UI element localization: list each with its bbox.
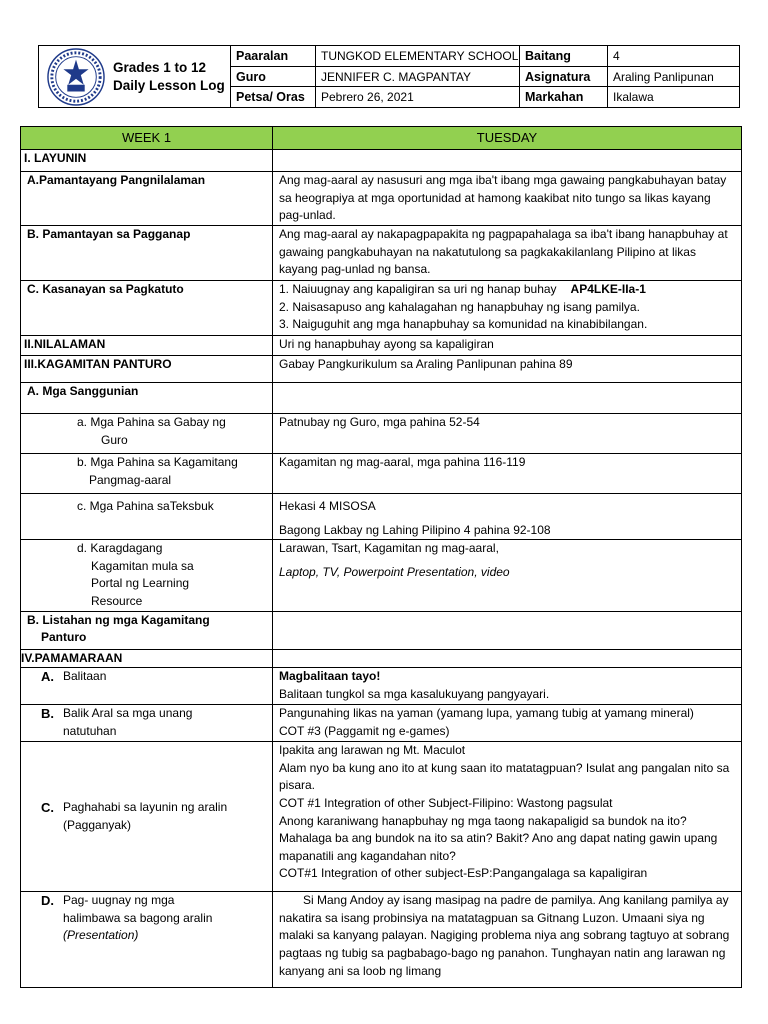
step-d-content: [273, 892, 742, 988]
label-markahan: Markahan: [520, 87, 608, 107]
table-row: [21, 705, 742, 742]
kasanayan-item-1: 1. Naiuugnay ang kapaligiran sa uri ng hanap buhay: [279, 282, 557, 296]
step-b-label: [63, 705, 272, 740]
table-row: [21, 742, 742, 892]
kasanayan-item-2: 2. Naisasapuso ang kahalagahan ng hanapbuhay ng isang pamilya.: [279, 299, 640, 314]
step-c-label-line2: (Pagganyak): [63, 817, 132, 832]
step-a-letter: A.: [41, 669, 54, 685]
label-gabay-guro: [21, 414, 273, 454]
text-pamantayan-pagganap: Ang mag-aaral ay nakapagpapakita ng pagpapahalaga sa iba't ibang hanapbuhay at gawaing pangkabuhayan na nakatutulong sa pagkakakilanlang Pilipino at likas kayang pag-unlad ng bansa.: [273, 226, 742, 281]
table-row: [21, 336, 742, 356]
table-header-row: [21, 127, 742, 150]
label-petsa: Petsa/ Oras: [231, 87, 316, 107]
table-row: [21, 649, 742, 668]
label-baitang: Baitang: [520, 46, 608, 67]
text-kagamitang-pangmag-aaral: Kagamitan ng mag-aaral, mga pahina 116-119: [273, 454, 742, 494]
table-row: [21, 611, 742, 649]
value-asignatura: Araling Panlipunan: [608, 67, 739, 87]
table-row: [21, 281, 742, 336]
week-header: WEEK 1: [21, 127, 273, 150]
step-b-label-line1: Balik Aral sa mga unang: [63, 706, 193, 721]
label-kasanayan: C. Kasanayan sa Pagkatuto: [21, 281, 273, 336]
label-kagamitang-line2: Pangmag-aaral: [89, 472, 172, 487]
step-d-label-line1: Pag- uugnay ng mga: [63, 893, 175, 908]
text-karagdagang-kagamitan: [273, 540, 742, 611]
section-pamamaraan: IV.PAMAMARAAN: [21, 649, 273, 668]
step-d-label-line2: halimbawa sa bagong aralin: [63, 910, 213, 925]
step-d-cell: [21, 892, 273, 988]
value-markahan: Ikalawa: [613, 90, 654, 104]
header-title-line1: Grades 1 to 12: [113, 59, 207, 75]
table-row: [21, 383, 742, 414]
section-nilalaman: II.NILALAMAN: [21, 336, 273, 356]
table-row: [21, 892, 742, 988]
label-teksbuk: c. Mga Pahina saTeksbuk: [21, 494, 273, 540]
label-gabay-guro-line1: a. Mga Pahina sa Gabay ng: [77, 415, 226, 429]
table-row: [21, 414, 742, 454]
step-a-cell: [21, 668, 273, 705]
step-b-letter: B.: [41, 706, 54, 722]
table-row: [21, 172, 742, 226]
step-c-line1: Ipakita ang larawan ng Mt. Maculot: [279, 743, 466, 758]
karagdagang-line2: Kagamitan mula sa: [91, 558, 194, 573]
listahan-line2: Panturo: [41, 630, 87, 645]
header-info-grid: [231, 46, 739, 107]
text-nilalaman: Uri ng hanapbuhay ayong sa kapaligiran: [273, 336, 742, 356]
section-sanggunian: A. Mga Sanggunian: [21, 383, 273, 414]
text-pamantayang-pangnilalaman: Ang mag-aaral ay nasusuri ang mga iba't ibang mga gawaing pangkabuhayan batay sa heograpiya at mga oportunidad at hamong kaakibat nito tungo sa likas kayang pag-unlad.: [273, 172, 742, 226]
teksbuk-line1: Hekasi 4 MISOSA: [279, 499, 376, 513]
label-asignatura: Asignatura: [520, 67, 608, 87]
text-gabay-guro: Patnubay ng Guro, mga pahina 52-54: [273, 414, 742, 454]
section-layunin: I. LAYUNIN: [21, 150, 273, 172]
step-c-line4: Anong karaniwang hanapbuhay ng mga taong nakapaligid sa bundok na ito? Mahalaga ba ang bundok na ito sa atin? Bakit? Ano ang dapat nating gawin upang mapanatili ang kagandahan nito?: [279, 813, 718, 863]
step-a-content: [273, 668, 742, 705]
day-header: TUESDAY: [273, 127, 742, 150]
kasanayan-item-3: 3. Naiguguhit ang mga hanapbuhay sa komunidad na kinabibilangan.: [279, 317, 648, 332]
header-title: [113, 59, 225, 95]
karagdagang-text2: Laptop, TV, Powerpoint Presentation, video: [279, 564, 510, 579]
competency-code: AP4LKE-IIa-1: [570, 282, 646, 296]
step-a-text: Balitaan tungkol sa mga kasalukuyang pangyayari.: [279, 686, 550, 701]
lesson-plan-table: [20, 126, 742, 988]
list-kasanayan: [273, 281, 742, 336]
label-gabay-guro-line2: Guro: [101, 432, 128, 447]
list-item: [279, 281, 737, 299]
value-paaralan: TUNGKOD ELEMENTARY SCHOOL: [316, 46, 520, 67]
text-kagamitan: Gabay Pangkurikulum sa Araling Panlipunan pahina 89: [273, 356, 742, 383]
step-c-content: [273, 742, 742, 892]
table-row: [21, 540, 742, 611]
label-karagdagang-kagamitan: [21, 540, 273, 611]
label-listahan-kagamitan: [21, 611, 273, 649]
label-pamantayang-pangnilalaman: A.Pamantayang Pangnilalaman: [21, 172, 273, 226]
step-b-text1: Pangunahing likas na yaman (yamang lupa, yamang tubig at yamang mineral): [279, 706, 694, 721]
teksbuk-line2: Bagong Lakbay ng Lahing Pilipino 4 pahina 92-108: [279, 522, 551, 537]
deped-seal-icon: [47, 48, 105, 106]
step-d-text: Si Mang Andoy ay isang masipag na padre de pamilya. Ang kanilang pamilya ay nakatira sa isang probinsiya na matatagpuan sa Gitnang Luzon. Umaani siya ng malaki sa kanyang palayan. Nagiging problema niya ang sobrang tagtuyo at sobrang pagtaas ng tubig sa pagbabago-bago ng panahon. Tunghayan natin ang larawan ng kanyang ani sa loob ng limang: [279, 893, 730, 978]
step-a-label: Balitaan: [63, 669, 107, 684]
step-c-line5: COT#1 Integration of other subject-EsP:Pangangalaga sa kapaligiran: [279, 866, 648, 881]
karagdagang-text1: Larawan, Tsart, Kagamitan ng mag-aaral,: [279, 541, 499, 556]
step-b-cell: [21, 705, 273, 742]
table-row: [21, 226, 742, 281]
value-guro: JENNIFER C. MAGPANTAY: [316, 67, 520, 87]
table-row: [21, 150, 742, 172]
step-c-label-line1: Paghahabi sa layunin ng aralin: [63, 800, 228, 815]
step-b-content: [273, 705, 742, 742]
label-paaralan: Paaralan: [231, 46, 316, 67]
step-a-title: Magbalitaan tayo!: [279, 669, 381, 684]
step-c-letter: C.: [41, 800, 54, 816]
table-row: [21, 494, 742, 540]
label-kagamitang-pangmag-aaral: [21, 454, 273, 494]
karagdagang-line1: d. Karagdagang: [77, 541, 163, 556]
step-c-cell: [21, 742, 273, 892]
table-row: [21, 454, 742, 494]
text-teksbuk: [273, 494, 742, 540]
step-d-label: [63, 892, 272, 945]
header-title-line2: Daily Lesson Log: [113, 77, 225, 93]
karagdagang-line4: Resource: [91, 593, 143, 608]
step-c-line3: COT #1 Integration of other Subject-Filipino: Wastong pagsulat: [279, 795, 613, 810]
listahan-line1: B. Listahan ng mga Kagamitang: [27, 612, 210, 627]
label-pamantayan-pagganap: B. Pamantayan sa Pagganap: [21, 226, 273, 281]
step-d-letter: D.: [41, 893, 54, 909]
value-petsa: Pebrero 26, 2021: [316, 87, 520, 107]
section-kagamitan: III.KAGAMITAN PANTURO: [21, 356, 273, 383]
header-branding: [39, 46, 231, 107]
table-row: [21, 356, 742, 383]
step-b-text2: COT #3 (Paggamit ng e-games): [279, 723, 450, 738]
step-d-label-line3: (Presentation): [63, 928, 139, 943]
lesson-log-header: [38, 45, 740, 108]
step-b-label-line2: natutuhan: [63, 723, 117, 738]
label-guro: Guro: [231, 67, 316, 87]
label-kagamitang-line1: b. Mga Pahina sa Kagamitang: [77, 455, 238, 469]
table-row: [21, 668, 742, 705]
step-c-line2: Alam nyo ba kung ano ito at kung saan ito matatagpuan? Isulat ang pangalan nito sa pisara.: [279, 760, 730, 793]
karagdagang-line3: Portal ng Learning: [91, 576, 190, 591]
step-c-label: [63, 799, 272, 834]
value-baitang: 4: [608, 46, 739, 67]
